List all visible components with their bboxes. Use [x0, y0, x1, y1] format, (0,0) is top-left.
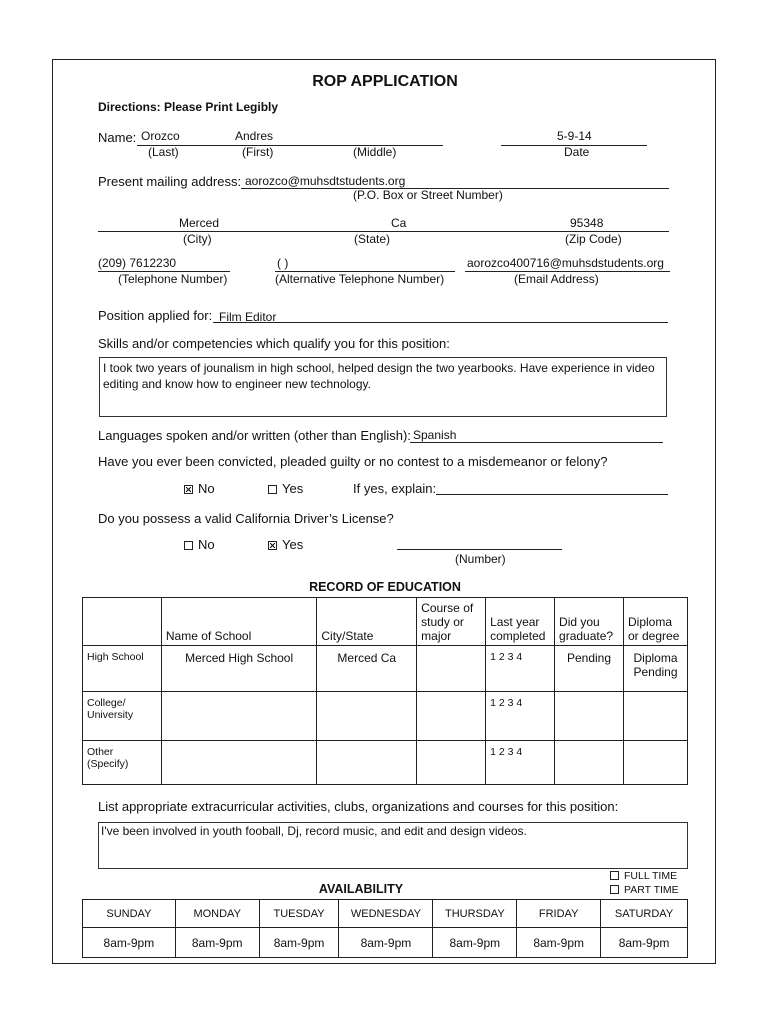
caption-last: (Last) — [148, 145, 179, 159]
address-label: Present mailing address: — [98, 174, 242, 189]
caption-date: Date — [564, 145, 590, 159]
license-number-line[interactable] — [397, 549, 562, 550]
conviction-no-option[interactable] — [184, 481, 215, 496]
checkbox-icon[interactable] — [184, 541, 193, 550]
state-value[interactable]: Ca — [391, 216, 407, 230]
languages-label: Languages spoken and/or written (other than English): — [98, 428, 411, 443]
hours-cell[interactable]: 8am-9pm — [83, 928, 176, 958]
day-header: FRIDAY — [517, 900, 601, 928]
degree-cell[interactable]: Diploma Pending — [624, 646, 688, 692]
hours-row — [83, 928, 688, 958]
conviction-yes-option[interactable] — [268, 481, 303, 496]
languages-line — [410, 442, 663, 443]
caption-zip: (Zip Code) — [565, 232, 622, 246]
day-header: SUNDAY — [83, 900, 176, 928]
header-cell: Last year completed — [486, 598, 555, 646]
license-yes-label: Yes — [282, 537, 304, 552]
explain-label: If yes, explain: — [353, 481, 437, 496]
day-header: MONDAY — [175, 900, 259, 928]
header-cell: City/State — [317, 598, 417, 646]
course-cell[interactable] — [417, 646, 486, 692]
caption-city: (City) — [183, 232, 212, 246]
caption-first: (First) — [242, 145, 274, 159]
extracurricular-label: List appropriate extracurricular activities, clubs, organizations and courses for this position: — [98, 799, 619, 814]
years-cell[interactable]: 1 2 3 4 — [486, 741, 555, 785]
position-value[interactable]: Film Editor — [219, 310, 277, 324]
course-cell[interactable] — [417, 692, 486, 741]
education-table — [82, 597, 688, 785]
caption-middle: (Middle) — [353, 145, 397, 159]
name-first-value[interactable]: Andres — [235, 129, 274, 143]
row-type: Other (Specify) — [83, 741, 162, 785]
degree-cell[interactable] — [624, 741, 688, 785]
header-cell — [83, 598, 162, 646]
row-type: High School — [83, 646, 162, 692]
day-header: THURSDAY — [433, 900, 517, 928]
position-label: Position applied for: — [98, 308, 213, 323]
education-title: RECORD OF EDUCATION — [309, 580, 461, 594]
skills-label: Skills and/or competencies which qualify you for this position: — [98, 336, 450, 351]
row-type: College/ University — [83, 692, 162, 741]
alt-phone-value[interactable]: ( ) — [277, 256, 289, 270]
application-form — [52, 59, 716, 964]
part-time-label: PART TIME — [624, 884, 679, 896]
day-header: TUESDAY — [259, 900, 339, 928]
checkbox-checked-icon[interactable] — [184, 485, 193, 494]
availability-table — [82, 899, 688, 958]
conviction-yes-label: Yes — [282, 481, 304, 496]
header-cell: Course of study or major — [417, 598, 486, 646]
form-title: ROP APPLICATION — [312, 73, 458, 90]
checkbox-checked-icon[interactable] — [268, 541, 277, 550]
hours-cell[interactable]: 8am-9pm — [601, 928, 688, 958]
name-last-value[interactable]: Orozco — [141, 129, 180, 143]
hours-cell[interactable]: 8am-9pm — [175, 928, 259, 958]
school-cell[interactable] — [161, 741, 316, 785]
date-value[interactable]: 5-9-14 — [557, 129, 592, 143]
name-line — [137, 145, 443, 146]
license-no-option[interactable] — [184, 537, 215, 552]
city-cell[interactable] — [317, 741, 417, 785]
education-header-row — [83, 598, 688, 646]
license-question: Do you possess a valid California Driver’s License? — [98, 511, 394, 526]
full-time-label: FULL TIME — [624, 870, 678, 882]
email-value[interactable]: aorozco400716@muhsdstudents.org — [467, 256, 664, 270]
zip-value[interactable]: 95348 — [570, 216, 604, 230]
day-header: SATURDAY — [601, 900, 688, 928]
caption-phone: (Telephone Number) — [118, 272, 228, 286]
phone-value[interactable]: (209) 7612230 — [98, 256, 177, 270]
hours-cell[interactable]: 8am-9pm — [433, 928, 517, 958]
header-cell: Did you graduate? — [555, 598, 624, 646]
license-yes-option[interactable] — [268, 537, 303, 552]
city-value[interactable]: Merced — [179, 216, 220, 230]
extracurricular-textarea[interactable]: I've been involved in youth fooball, Dj, record music, and edit and design videos. — [98, 822, 688, 869]
table-row — [83, 646, 688, 692]
days-row — [83, 900, 688, 928]
conviction-no-label: No — [198, 481, 215, 496]
school-cell[interactable]: Merced High School — [161, 646, 316, 692]
course-cell[interactable] — [417, 741, 486, 785]
day-header: WEDNESDAY — [339, 900, 433, 928]
caption-alt-phone: (Alternative Telephone Number) — [275, 272, 445, 286]
table-row — [83, 741, 688, 785]
conviction-question: Have you ever been convicted, pleaded guilty or no contest to a misdemeanor or felony? — [98, 454, 608, 469]
checkbox-icon[interactable] — [610, 871, 619, 880]
graduate-cell[interactable] — [555, 692, 624, 741]
address-value[interactable]: aorozco@muhsdtstudents.org — [245, 174, 406, 188]
city-cell[interactable]: Merced Ca — [317, 646, 417, 692]
availability-title: AVAILABILITY — [318, 882, 404, 896]
license-no-label: No — [198, 537, 215, 552]
city-cell[interactable] — [317, 692, 417, 741]
hours-cell[interactable]: 8am-9pm — [339, 928, 433, 958]
skills-textarea[interactable]: I took two years of jounalism in high school, helped design the two yearbooks. Have experience in video editing and know how to engineer new technology. — [99, 357, 667, 417]
explain-line[interactable] — [436, 494, 668, 495]
degree-cell[interactable] — [624, 692, 688, 741]
caption-license-number: (Number) — [455, 552, 506, 566]
years-cell[interactable]: 1 2 3 4 — [486, 692, 555, 741]
hours-cell[interactable]: 8am-9pm — [517, 928, 601, 958]
graduate-cell[interactable] — [555, 741, 624, 785]
header-cell: Name of School — [161, 598, 316, 646]
name-label: Name: — [98, 130, 137, 145]
full-time-option[interactable] — [610, 870, 677, 882]
position-line — [213, 322, 668, 323]
school-cell[interactable] — [161, 692, 316, 741]
caption-email: (Email Address) — [514, 272, 599, 286]
hours-cell[interactable]: 8am-9pm — [259, 928, 339, 958]
directions: Directions: Please Print Legibly — [98, 100, 279, 114]
languages-value[interactable]: Spanish — [413, 428, 457, 442]
caption-address: (P.O. Box or Street Number) — [353, 188, 503, 202]
caption-state: (State) — [354, 232, 391, 246]
header-cell: Diploma or degree — [624, 598, 688, 646]
years-cell[interactable]: 1 2 3 4 — [486, 646, 555, 692]
checkbox-icon[interactable] — [268, 485, 277, 494]
graduate-cell[interactable]: Pending — [555, 646, 624, 692]
table-row — [83, 692, 688, 741]
